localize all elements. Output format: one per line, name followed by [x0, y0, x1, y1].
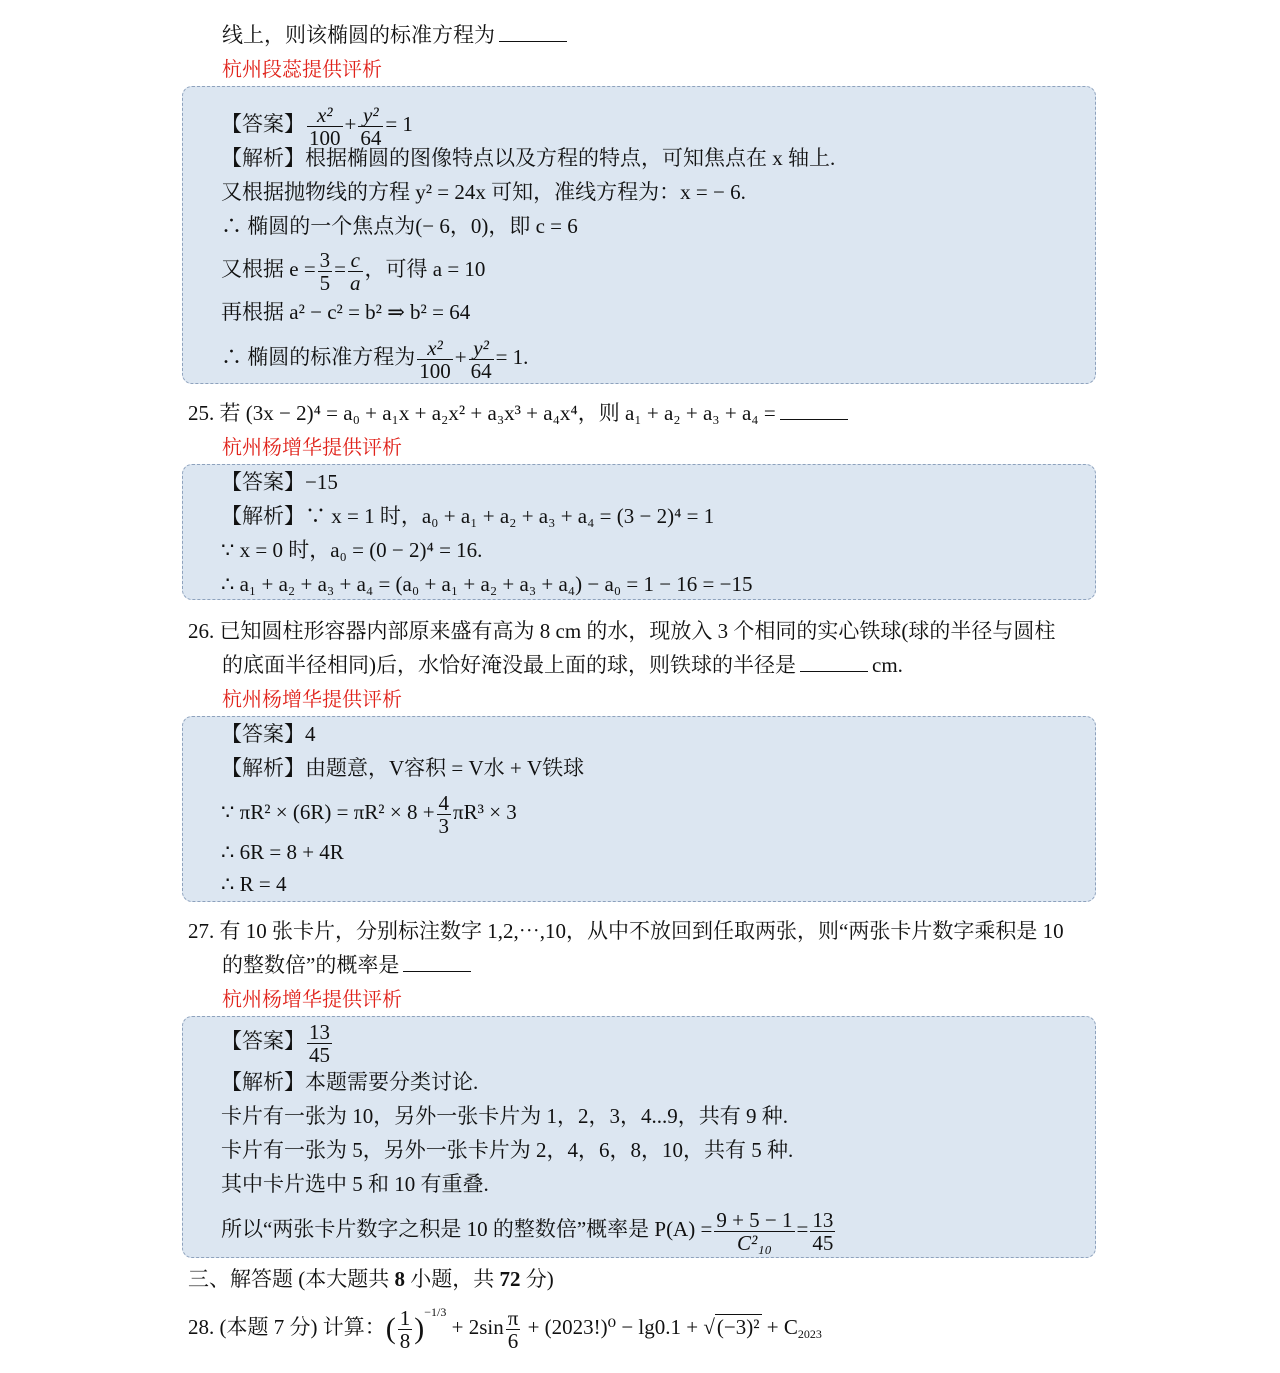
solution-line: 又根据 e = $\frac{3}{5}$ = $\frac{c}{a}$ ，可得 a = 10: [221, 247, 486, 295]
solution-box-27: [182, 1016, 1096, 1258]
question-28: 28. (本题 7 分) 计算：( $\frac{1}{8}$ )$^{-1/3}$ + 2sin $\frac{\pi}{6}$ + $(2023!)^0 - \lg 0.1 + √(-3)^2 + C_{2023}$: [188, 1305, 822, 1353]
solution-box-25: [182, 464, 1096, 600]
question-25: 25. 若 (3x − 2)⁴ = a₀ + a₁x + a₂x² + a₃x³ + a₄x⁴，则 a₁ + a₂ + a₃ + a₄ =: [188, 398, 852, 428]
solution-line: ∵ x = 0 时，a₀ = (0 − 2)⁴ = 16.: [221, 538, 483, 562]
source-credit: 杭州杨增华提供评析: [222, 435, 402, 459]
answer-label: 【答案】: [221, 1029, 305, 1053]
answer-line: 【答案】−15: [221, 470, 338, 494]
solution-line: 所以“两张卡片数字之积是 10 的整数倍”概率是 P(A) = $\frac{9 + 5 - 1}{\text{C²₁₀}}$ = $\frac{13}{45}$: [221, 1207, 834, 1255]
solution-line: 又根据抛物线的方程 y² = 24x 可知，准线方程为：x = − 6.: [221, 180, 746, 204]
answer-label: 【答案】: [221, 470, 305, 494]
answer-blank: [403, 951, 471, 972]
analysis-line: 【解析】由题意，V容积 = V水 + V铁球: [221, 756, 585, 780]
question-27-cont: 的整数倍”的概率是: [222, 950, 475, 980]
source-credit: 杭州段蕊提供评析: [222, 57, 382, 81]
solution-line: ∵ πR² × (6R) = πR² × 8 + $\frac{4}{3}$ πR³ × 3: [221, 790, 517, 838]
answer-blank: [499, 21, 567, 42]
q23-stem-tail: 线上，则该椭圆的标准方程为: [222, 20, 571, 50]
fraction: $\frac{13}{45}$: [309, 1019, 330, 1067]
fraction: $\frac{c}{a}$: [350, 247, 361, 295]
solution-line: ∴ a₁ + a₂ + a₃ + a₄ = (a₀ + a₁ + a₂ + a₃ + a₄) − a₀ = 1 − 16 = −15: [221, 572, 753, 596]
answer-line: 【答案】 $\frac{\text{x²}}{100}$ + $\frac{\text{y²}}{64}$ = 1: [221, 102, 413, 150]
solution-line: ∴ 椭圆的一个焦点为(− 6，0)，即 c = 6: [221, 214, 578, 238]
solution-line: 卡片有一张为 10，另外一张卡片为 1，2，3，4...9，共有 9 种.: [221, 1104, 788, 1128]
answer-blank: [780, 399, 848, 420]
solution-line: ∴ 椭圆的标准方程为 $\frac{\text{x²}}{100}$ + $\frac{\text{y²}}{64}$ = 1.: [221, 335, 529, 383]
analysis-line: 【解析】∵ x = 1 时，a₀ + a₁ + a₂ + a₃ + a₄ = (3 − 2)⁴ = 1: [221, 504, 715, 528]
analysis-label: 【解析】: [221, 504, 305, 528]
fraction: $\frac{\text{y²}}{64}$: [470, 335, 492, 383]
question-number: 27.: [188, 919, 215, 943]
solution-line: 再根据 a² − c² = b² ⇒ b² = 64: [221, 300, 471, 324]
fraction: $\frac{3}{5}$: [319, 247, 331, 295]
fraction: $\frac{9 + 5 - 1}{\text{C²₁₀}}$: [716, 1207, 793, 1255]
solution-box-26: [182, 716, 1096, 902]
analysis-label: 【解析】: [221, 146, 305, 170]
answer-line: [221, 1017, 334, 1066]
answer-line: 【答案】4: [221, 722, 316, 746]
question-number: 25.: [188, 401, 215, 425]
fraction: $\frac{4}{3}$: [438, 790, 450, 838]
solution-line: 其中卡片选中 5 和 10 有重叠.: [221, 1172, 489, 1196]
solution-box-24: [182, 86, 1096, 384]
solution-line: ∴ R = 4: [221, 872, 287, 896]
question-26-cont: 的底面半径相同)后，水恰好淹没最上面的球，则铁球的半径是 cm.: [222, 653, 903, 677]
analysis-label: 【解析】: [221, 756, 305, 780]
fraction: $\frac{\pi}{6}$: [507, 1305, 519, 1353]
solution-line: ∴ 6R = 8 + 4R: [221, 840, 344, 864]
fraction: $\frac{\text{x²}}{100}$: [309, 102, 341, 150]
question-number: 28.: [188, 1315, 215, 1339]
question-26: 26. 已知圆柱形容器内部原来盛有高为 8 cm 的水，现放入 3 个相同的实心铁球(球的半径与圆柱: [188, 619, 1056, 643]
source-credit: 杭州杨增华提供评析: [222, 687, 402, 711]
sqrt-content: (−3)²: [716, 1315, 760, 1339]
analysis-line: 【解析】本题需要分类讨论.: [221, 1070, 479, 1094]
section-heading: 三、解答题 (本大题共 8 小题，共 72 分): [188, 1267, 554, 1291]
answer-blank: [800, 651, 868, 672]
answer-label: 【答案】: [221, 112, 305, 136]
fraction: $\frac{\text{x²}}{100}$: [419, 335, 451, 383]
fraction: $\frac{1}{8}$: [399, 1305, 411, 1353]
analysis-label: 【解析】: [221, 1070, 305, 1094]
fraction: $\frac{13}{45}$: [812, 1207, 834, 1255]
fraction: $\frac{\text{y²}}{64}$: [360, 102, 382, 150]
question-number: 26.: [188, 619, 215, 643]
answer-label: 【答案】: [221, 722, 305, 746]
analysis-line: 【解析】根据椭圆的图像特点以及方程的特点，可知焦点在 x 轴上.: [221, 146, 836, 170]
sqrt-sign: √: [703, 1315, 715, 1339]
question-27: 27. 有 10 张卡片，分别标注数字 1,2,⋯,10，从中不放回到任取两张，则“两张卡片数字乘积是 10: [188, 919, 1064, 943]
source-credit: 杭州杨增华提供评析: [222, 987, 402, 1011]
solution-line: 卡片有一张为 5，另外一张卡片为 2，4，6，8，10，共有 5 种.: [221, 1138, 794, 1162]
